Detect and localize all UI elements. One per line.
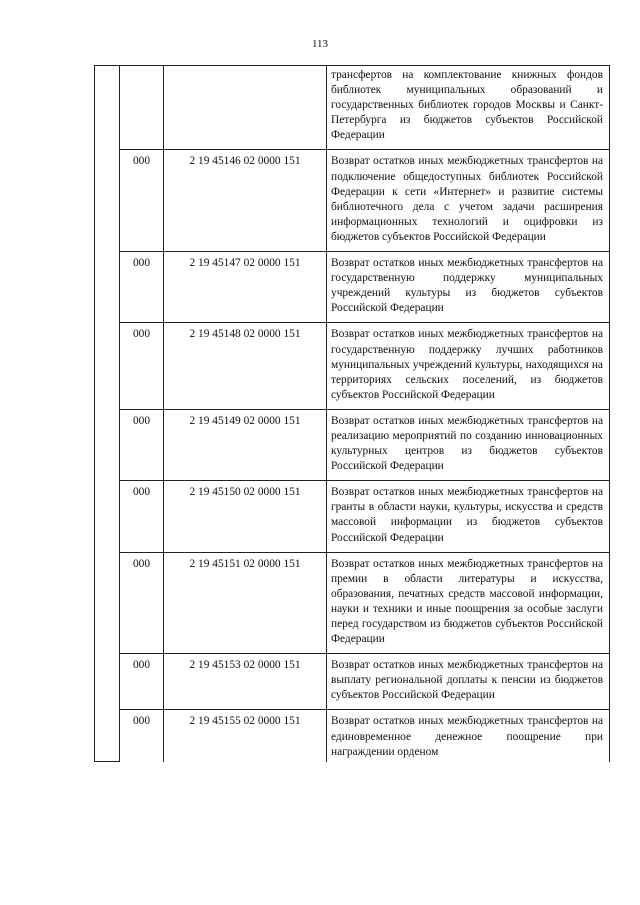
table-row	[95, 481, 610, 552]
admin-code-cell: 000	[120, 654, 164, 710]
description-cell: трансфертов на комплектование книжных фондов библиотек муниципальных образований и государственных библиотек городов Москвы и Санкт-Петербурга из бюджетов субъектов Российской Федерации	[327, 66, 610, 150]
admin-code-cell: 000	[120, 710, 164, 762]
budget-code-cell: 2 19 45147 02 0000 151	[164, 252, 327, 323]
table-row	[95, 252, 610, 323]
budget-code-cell: 2 19 45153 02 0000 151	[164, 654, 327, 710]
budget-code-cell: 2 19 45148 02 0000 151	[164, 323, 327, 409]
admin-code-cell: 000	[120, 323, 164, 409]
table-row-continuation	[95, 66, 610, 150]
page-number: 113	[311, 38, 329, 50]
budget-code-cell: 2 19 45155 02 0000 151	[164, 710, 327, 762]
admin-code-cell: 000	[120, 481, 164, 552]
budget-code-cell: 2 19 45151 02 0000 151	[164, 552, 327, 654]
description-cell: Возврат остатков иных межбюджетных трансфертов на единовременное денежное поощрение при награждении орденом	[327, 710, 610, 762]
budget-code-table	[94, 65, 610, 762]
table-row	[95, 409, 610, 480]
admin-code-cell	[120, 66, 164, 150]
budget-code-cell: 2 19 45149 02 0000 151	[164, 409, 327, 480]
description-cell: Возврат остатков иных межбюджетных трансфертов на государственную поддержку лучших работников муниципальных учреждений культуры, находящихся на территориях сельских поселений, из бюджетов субъектов Российской Федерации	[327, 323, 610, 409]
admin-code-cell: 000	[120, 409, 164, 480]
admin-code-cell: 000	[120, 252, 164, 323]
table-row	[95, 323, 610, 409]
table-row	[95, 150, 610, 252]
description-cell: Возврат остатков иных межбюджетных трансфертов на гранты в области науки, культуры, искусства и средств массовой информации из бюджетов субъектов Российской Федерации	[327, 481, 610, 552]
description-cell: Возврат остатков иных межбюджетных трансфертов на реализацию мероприятий по созданию инновационных культурных центров из бюджетов субъектов Российской Федерации	[327, 409, 610, 480]
budget-code-cell: 2 19 45150 02 0000 151	[164, 481, 327, 552]
blank-column-cell	[95, 66, 120, 762]
admin-code-cell: 000	[120, 150, 164, 252]
description-cell: Возврат остатков иных межбюджетных трансфертов на подключение общедоступных библиотек Российской Федерации к сети «Интернет» и развитие системы библиотечного дела с учетом задачи расширения информационных технологий и оцифровки из бюджетов субъектов Российской Федерации	[327, 150, 610, 252]
description-cell: Возврат остатков иных межбюджетных трансфертов на выплату региональной доплаты к пенсии из бюджетов субъектов Российской Федерации	[327, 654, 610, 710]
description-cell: Возврат остатков иных межбюджетных трансфертов на государственную поддержку муниципальных учреждений культуры из бюджетов субъектов Российской Федерации	[327, 252, 610, 323]
table-row	[95, 552, 610, 654]
table-row	[95, 654, 610, 710]
description-cell: Возврат остатков иных межбюджетных трансфертов на премии в области литературы и искусства, образования, печатных средств массовой информации, науки и техники и иные поощрения за особые заслуги перед государством из бюджетов субъектов Российской Федерации	[327, 552, 610, 654]
table-row	[95, 710, 610, 762]
budget-code-cell: 2 19 45146 02 0000 151	[164, 150, 327, 252]
admin-code-cell: 000	[120, 552, 164, 654]
budget-code-cell	[164, 66, 327, 150]
